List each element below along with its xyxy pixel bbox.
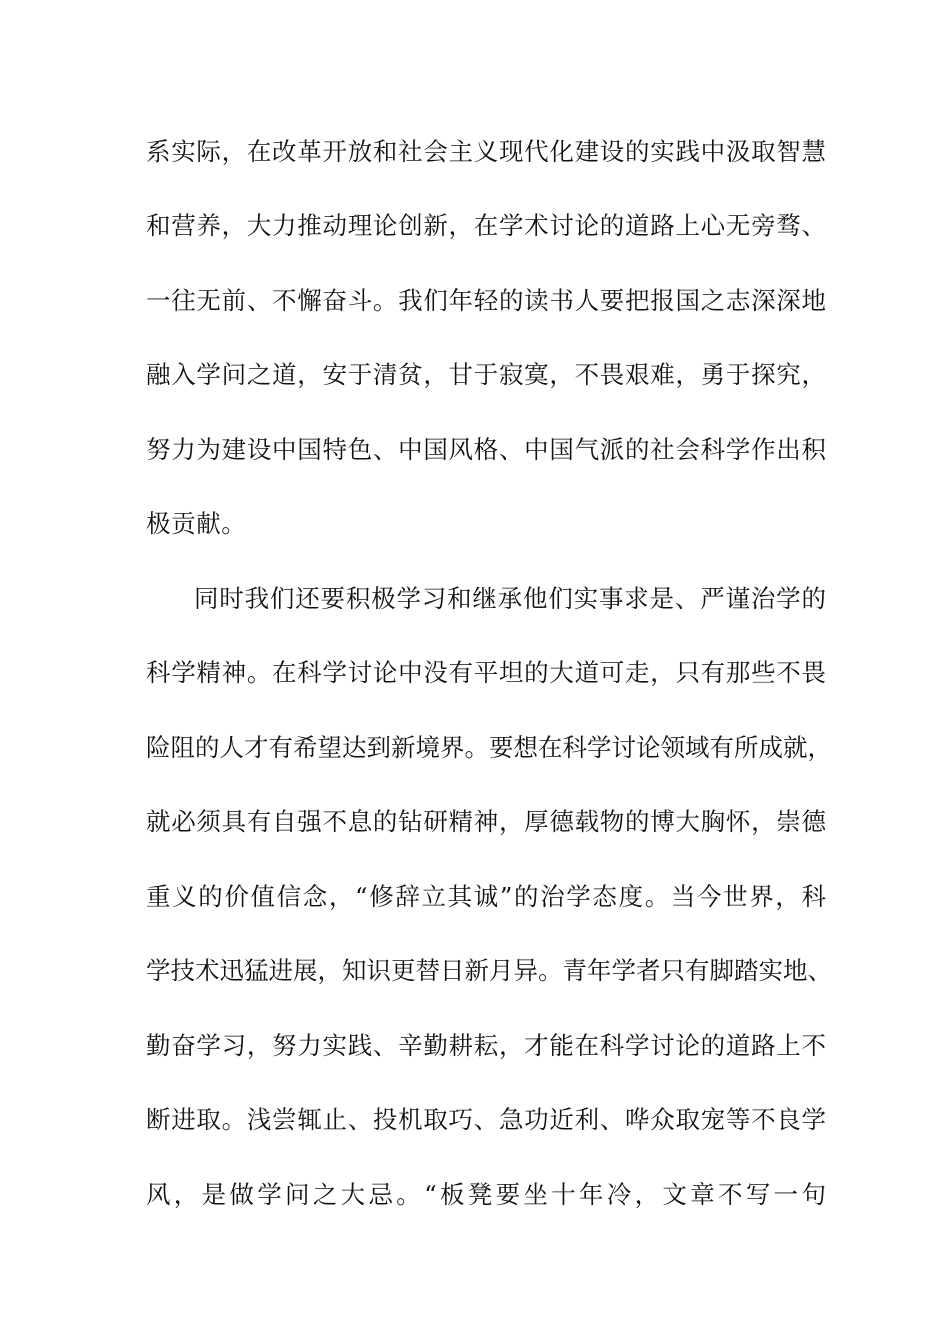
text-line: 学技术迅猛进展，知识更替日新月异。青年学者只有脚踏实地、	[146, 956, 832, 985]
text-line: 一往无前、不懈奋斗。我们年轻的读书人要把报国之志深深地	[146, 286, 826, 315]
text-line: 和营养，大力推动理论创新，在学术讨论的道路上心无旁骛、	[146, 211, 826, 240]
text-line: 极贡献。	[146, 509, 247, 538]
text-line: 风，是做学问之大忌。“板凳要坐十年冷，文章不写一句	[146, 1180, 826, 1209]
text-line: 断进取。浅尝辄止、投机取巧、急功近利、哗众取宠等不良学	[146, 1105, 826, 1134]
text-line: 科学精神。在科学讨论中没有平坦的大道可走，只有那些不畏	[146, 658, 826, 687]
text-line: 融入学问之道，安于清贫，甘于寂寞，不畏艰难，勇于探究，	[146, 360, 826, 389]
text-line: 险阻的人才有希望达到新境界。要想在科学讨论领域有所成就，	[146, 733, 832, 762]
text-line: 就必须具有自强不息的钻研精神，厚德载物的博大胸怀，崇德	[146, 807, 826, 836]
text-line: 努力为建设中国特色、中国风格、中国气派的社会科学作出积	[146, 435, 826, 464]
paragraph-first-line: 同时我们还要积极学习和继承他们实事求是、严谨治学的	[194, 584, 826, 613]
text-line: 勤奋学习，努力实践、辛勤耕耘，才能在科学讨论的道路上不	[146, 1031, 826, 1060]
text-line: 系实际，在改革开放和社会主义现代化建设的实践中汲取智慧	[146, 137, 826, 166]
text-line: 重义的价值信念，“修辞立其诚”的治学态度。当今世界，科	[146, 882, 826, 911]
